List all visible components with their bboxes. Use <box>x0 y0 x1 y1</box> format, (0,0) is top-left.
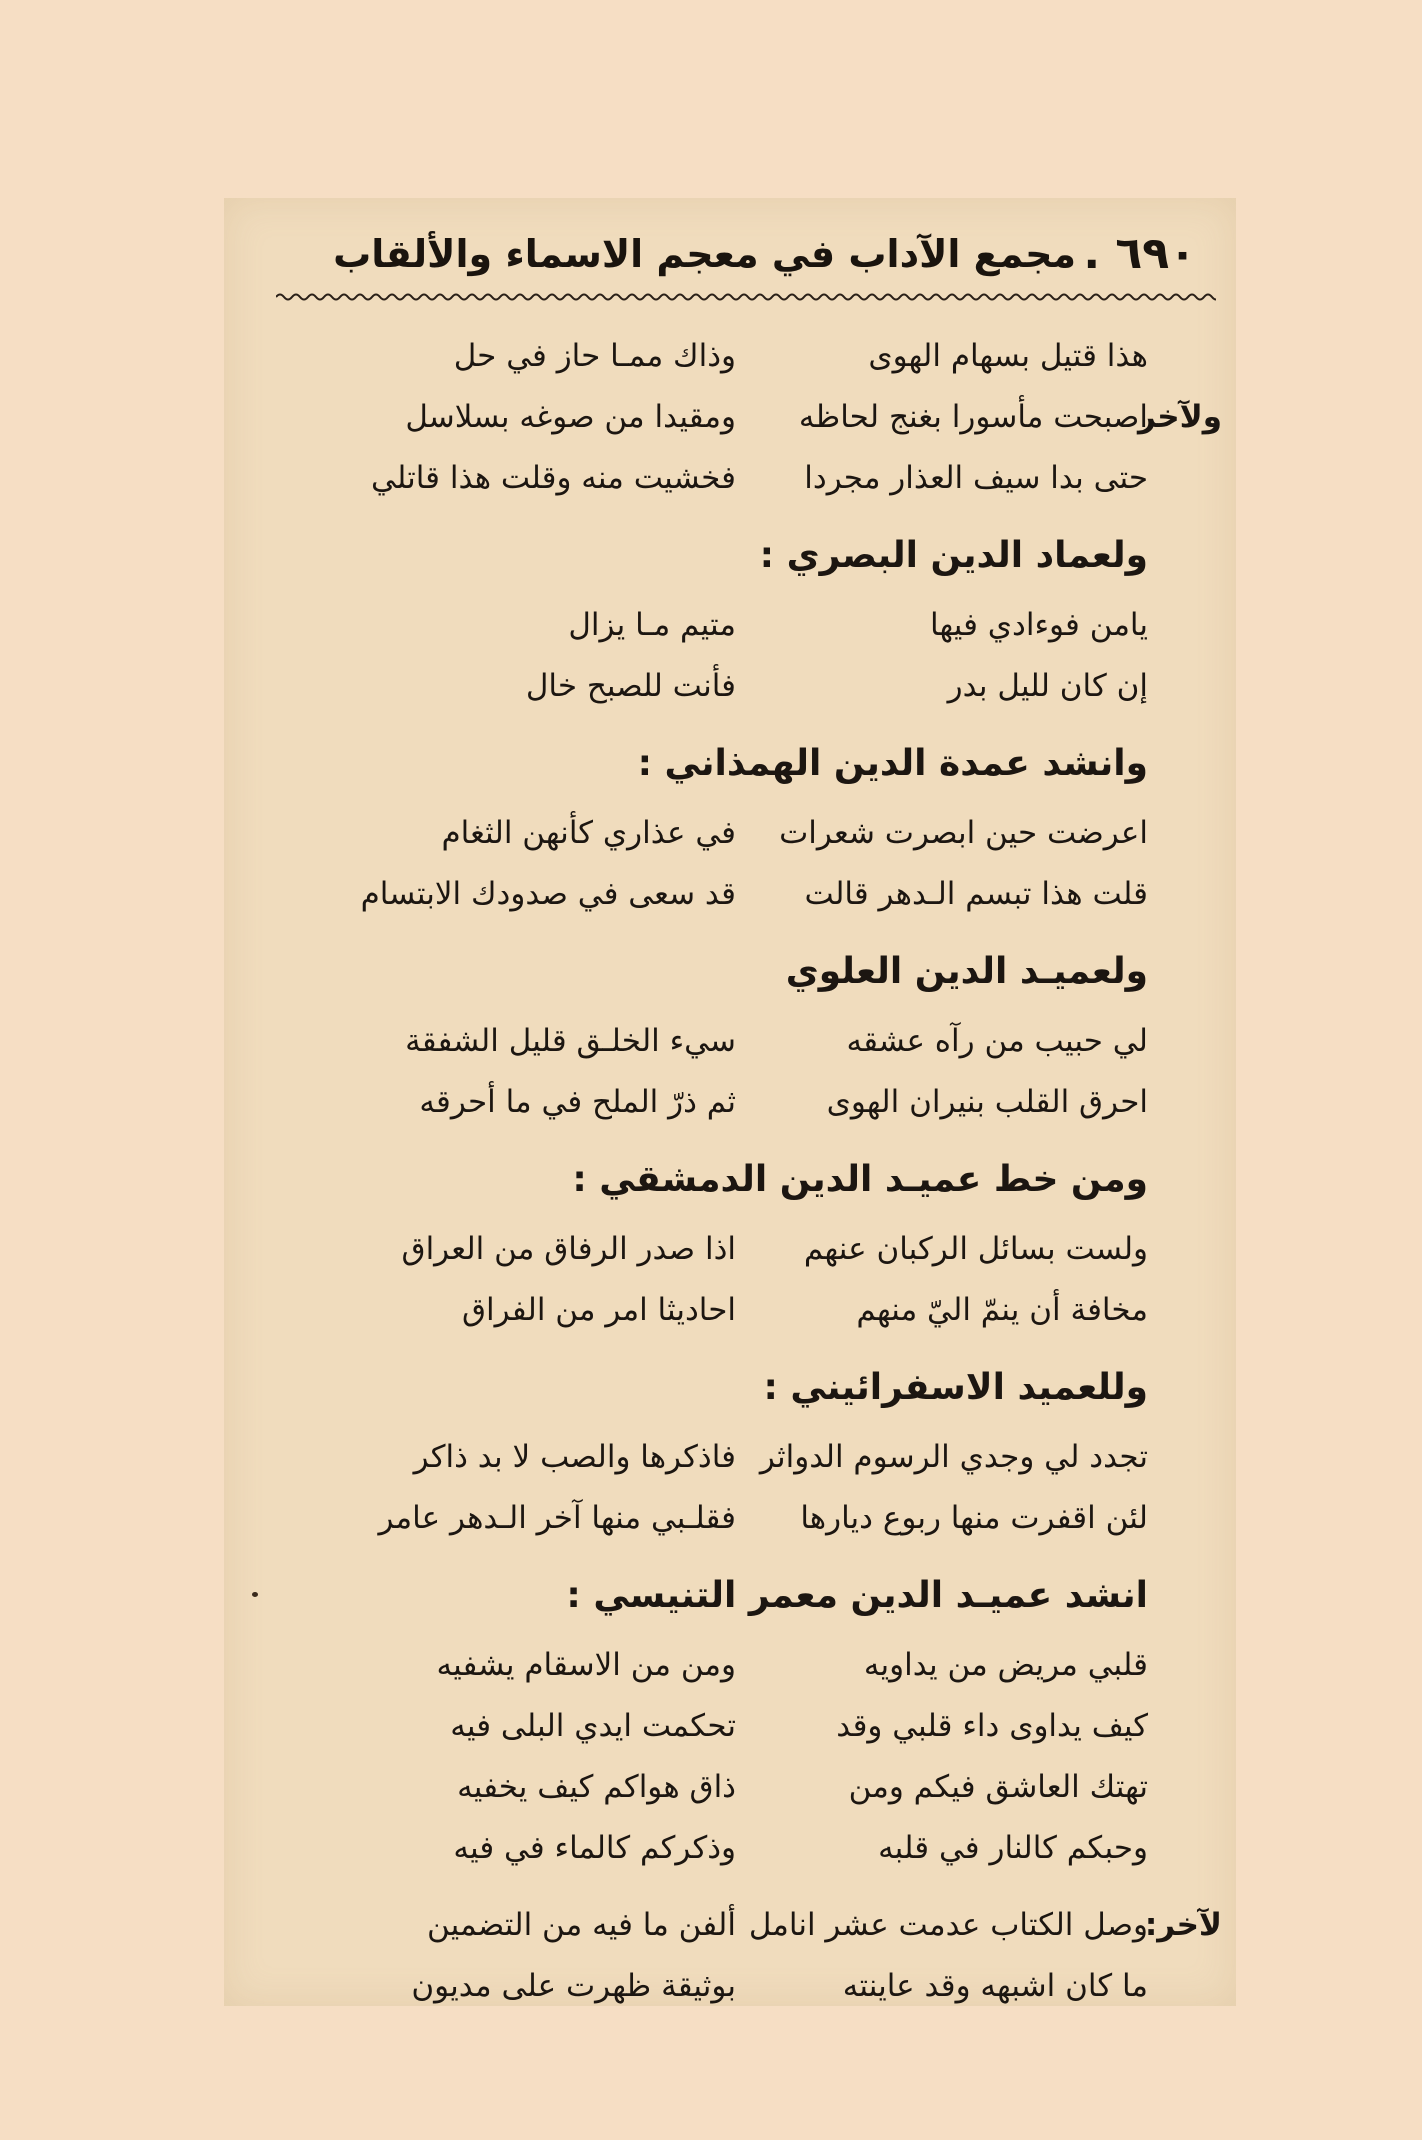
poem-section <box>224 1565 1236 1879</box>
verse-line <box>224 1011 1236 1072</box>
poet-heading: وانشد عمدة الدين الهمذاني : <box>637 743 1148 784</box>
first-hemistich: تهتك العاشق فيكم ومن <box>848 1769 1148 1805</box>
verse-line <box>224 1818 1236 1879</box>
verse-line <box>224 1757 1236 1818</box>
first-hemistich: إن كان لليل بدر <box>947 668 1148 704</box>
verse-line <box>224 1696 1236 1757</box>
first-hemistich: تجدد لي وجدي الرسوم الدواثر <box>759 1439 1148 1475</box>
second-hemistich: فاذكرها والصب لا بد ذاكر <box>413 1439 736 1475</box>
verse-line <box>224 656 1236 717</box>
second-hemistich: قد سعى في صدودك الابتسام <box>360 876 736 912</box>
page-number: ٦٩٠ . <box>1083 228 1196 279</box>
verse-attribution: ولآخر <box>1138 399 1222 435</box>
poem-section <box>224 733 1236 925</box>
second-hemistich: ألفن ما فيه من التضمين <box>427 1907 736 1943</box>
verse-line <box>224 1427 1236 1488</box>
second-hemistich: في عذاري كأنهن الثغام <box>441 815 736 851</box>
second-hemistich: وذاك ممـا حاز في حل <box>453 338 736 374</box>
verse-line <box>224 1956 1236 2017</box>
first-hemistich: حتى بدا سيف العذار مجردا <box>804 460 1148 496</box>
verse-attribution: لآخر: <box>1144 1907 1222 1943</box>
verse-line <box>224 448 1236 509</box>
poem-section <box>224 525 1236 717</box>
verse-line <box>224 595 1236 656</box>
poet-heading: ولعميـد الدين العلوي <box>785 951 1148 992</box>
first-hemistich: اعرضت حين ابصرت شعرات <box>779 815 1148 851</box>
first-hemistich: احرق القلب بنيران الهوى <box>826 1084 1148 1120</box>
second-hemistich: بوثيقة ظهرت على مديون <box>411 1968 736 2004</box>
poem-section <box>224 1357 1236 1549</box>
first-hemistich: وحبكم كالنار في قلبه <box>878 1830 1148 1866</box>
second-hemistich: سيء الخلـق قليل الشفقة <box>405 1023 736 1059</box>
first-hemistich: لي حبيب من رآه عشقه <box>846 1023 1148 1059</box>
verse-line <box>224 1488 1236 1549</box>
verse-line <box>224 1280 1236 1341</box>
second-hemistich: ذاق هواكم كيف يخفيه <box>457 1769 736 1805</box>
first-hemistich: يامن فوءادي فيها <box>930 607 1148 643</box>
poet-heading: ومن خط عميـد الدين الدمشقي : <box>572 1159 1148 1200</box>
wavy-rule <box>276 290 1216 304</box>
first-hemistich: قلت هذا تبسم الـدهر قالت <box>804 876 1148 912</box>
first-hemistich: اصبحت مأسورا بغنج لحاظه <box>798 399 1148 435</box>
verse-line <box>224 387 1236 448</box>
verse-line <box>224 1219 1236 1280</box>
second-hemistich: ومقيدا من صوغه بسلاسل <box>405 399 736 435</box>
first-hemistich: لئن اقفرت منها ربوع ديارها <box>800 1500 1148 1536</box>
first-hemistich: كيف يداوى داء قلبي وقد <box>836 1708 1148 1744</box>
second-hemistich: احاديثا امر من الفراق <box>461 1292 736 1328</box>
running-title: مجمع الآداب في معجم الاسماء والألقاب <box>333 232 1076 276</box>
second-hemistich: فقلـبي منها آخر الـدهر عامر <box>378 1500 736 1536</box>
poet-heading: انشد عميـد الدين معمر التنيسي : <box>566 1575 1148 1616</box>
first-hemistich: مخافة أن ينمّ اليّ منهم <box>856 1292 1148 1328</box>
second-hemistich: متيم مـا يزال <box>568 607 736 643</box>
first-hemistich: ما كان اشبهه وقد عاينته <box>842 1968 1148 2004</box>
second-hemistich: اذا صدر الرفاق من العراق <box>401 1231 736 1267</box>
ink-speck <box>252 1592 258 1597</box>
first-hemistich: ولست بسائل الركبان عنهم <box>803 1231 1148 1267</box>
poem-section <box>224 1149 1236 1341</box>
first-hemistich: قلبي مريض من يداويه <box>863 1647 1148 1683</box>
poem-section <box>224 941 1236 1133</box>
second-hemistich: تحكمت ايدي البلى فيه <box>450 1708 736 1744</box>
verse-line <box>224 1895 1236 1956</box>
verse-line <box>224 803 1236 864</box>
second-hemistich: وذكركم كالماء في فيه <box>453 1830 736 1866</box>
second-hemistich: ومن من الاسقام يشفيه <box>436 1647 736 1683</box>
poem-section <box>224 326 1236 509</box>
verse-line <box>224 326 1236 387</box>
second-hemistich: فخشيت منه وقلت هذا قاتلي <box>371 460 736 496</box>
verse-line <box>224 1072 1236 1133</box>
page-header <box>288 228 1196 284</box>
poet-heading: وللعميد الاسفرائيني : <box>763 1367 1148 1408</box>
poem-section <box>224 1895 1236 2017</box>
second-hemistich: فأنت للصبح خال <box>525 668 736 704</box>
verse-line <box>224 864 1236 925</box>
poet-heading: ولعماد الدين البصري : <box>759 535 1148 576</box>
book-page <box>224 198 1236 2006</box>
poem-content <box>224 326 1236 2017</box>
second-hemistich: ثم ذرّ الملح في ما أحرقه <box>419 1084 736 1120</box>
first-hemistich: وصل الكتاب عدمت عشر انامل <box>748 1907 1148 1943</box>
first-hemistich: هذا قتيل بسهام الهوى <box>868 338 1148 374</box>
verse-line <box>224 1635 1236 1696</box>
